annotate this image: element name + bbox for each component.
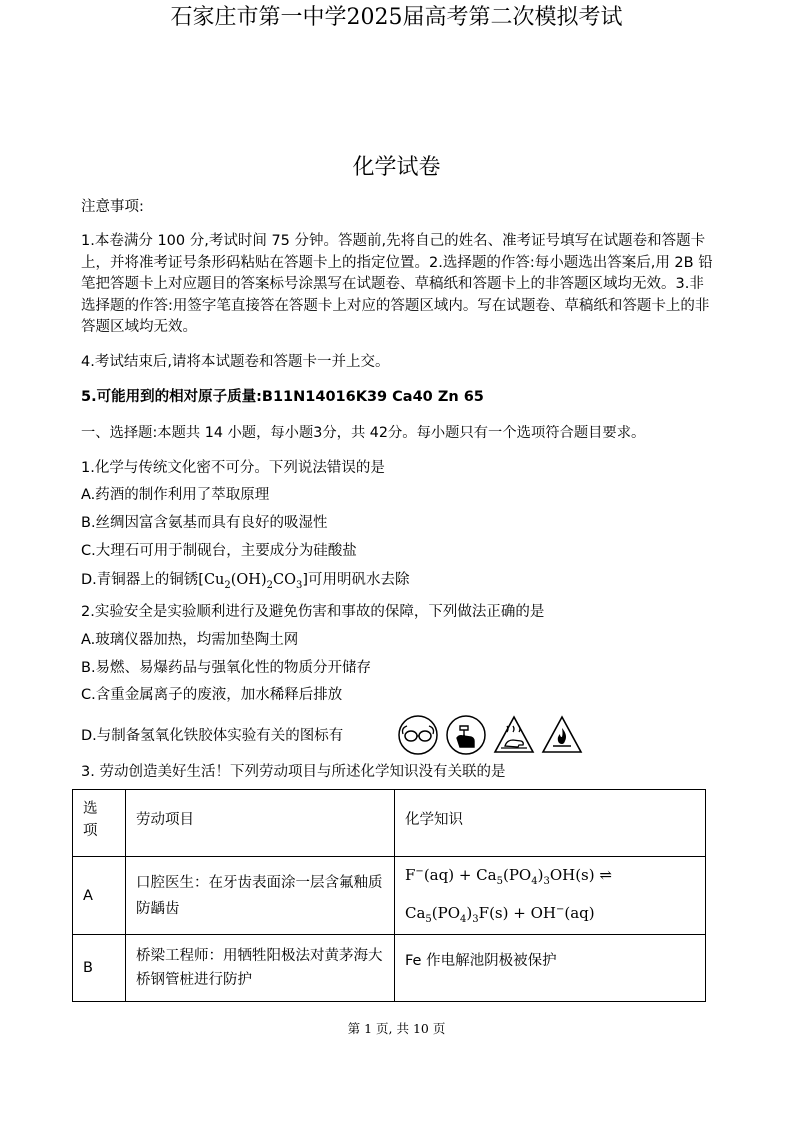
notes-item-4: 4.考试结束后,请将本试题卷和答题卡一并上交。	[81, 354, 390, 370]
exam-title-line2: 化学试卷	[352, 155, 441, 180]
q1-option-d	[81, 570, 410, 596]
table-row	[73, 935, 706, 1002]
copper-rust-formula: $Cu_2(OH)_2CO_3$	[203, 572, 303, 591]
row-a-project: 口腔医生：在牙齿表面涂一层含氟釉质防龋齿	[126, 857, 395, 935]
header-knowledge: 化学知识	[395, 790, 706, 857]
goggles-icon	[397, 714, 439, 756]
q1-option-d-suffix: ]可用明矾水去除	[302, 572, 410, 588]
q2-option-b: B.易燃、易爆药品与强氧化性的物质分开储存	[81, 660, 372, 676]
q1-stem: 1.化学与传统文化密不可分。下列说法错误的是	[81, 460, 385, 476]
row-a-knowledge	[395, 857, 706, 935]
row-a-option: A	[73, 857, 126, 935]
q3-table	[72, 789, 706, 1002]
notes-item-2: 2.选择题的作答:每小题选出答案后,用 2B 铅笔把答题卡上对应题目的答案标号涂黑写在试题卷、草稿纸和答题卡上的非答题区域均无效。	[81, 254, 713, 292]
header-project: 劳动项目	[126, 790, 395, 857]
q3-stem: 3. 劳动创造美好生活！下列劳动项目与所述化学知识没有关联的是	[81, 764, 506, 780]
hot-surface-icon	[493, 714, 535, 756]
q1-option-d-prefix: D.青铜器上的铜锈[	[81, 572, 204, 588]
q2-stem: 2.实验安全是实验顺利进行及避免伤害和事故的保障，下列做法正确的是	[81, 604, 545, 620]
section-heading: 一、选择题:本题共 14 小题，每小题3分，共 42分。每小题只有一个选项符合题目要求。	[81, 425, 646, 441]
row-b-project: 桥梁工程师：用牺牲阳极法对黄茅海大桥钢管桩进行防护	[126, 935, 395, 1002]
flame-icon	[541, 714, 583, 756]
notes-item-3: 3.非选择题的作答:用签字笔直接答在答题卡上对应的答题区域内。写在试题卷、草稿纸和答题卡上的非答题区域均无效。	[81, 276, 710, 335]
fluorapatite-equation: $F^-(aq) + Ca_5(PO_4)_3OH(s)$ ⇌ $Ca_5(PO_4)_3F(s) + OH^-(aq)$	[405, 865, 612, 925]
q1-option-c: C.大理石可用于制砚台，主要成分为硅酸盐	[81, 543, 357, 559]
q1-option-a: A.药酒的制作利用了萃取原理	[81, 487, 270, 503]
hand-wash-icon	[445, 714, 487, 756]
exam-title-line1: 石家庄市第一中学2025届高考第二次模拟考试	[170, 5, 623, 30]
q2-option-a: A.玻璃仪器加热，均需加垫陶土网	[81, 632, 299, 648]
page-number: 第 1 页, 共 10 页	[347, 1021, 446, 1036]
row-b-knowledge: Fe 作电解池阴极被保护	[395, 935, 706, 1002]
safety-icons	[397, 714, 583, 756]
header-option: 选项	[73, 790, 126, 857]
q1-option-b: B.丝绸因富含氨基而具有良好的吸湿性	[81, 515, 328, 531]
table-header-row	[73, 790, 706, 857]
q2-option-c: C.含重金属离子的废液，加水稀释后排放	[81, 687, 343, 703]
q2-option-d: D.与制备氢氧化铁胶体实验有关的图标有	[81, 728, 344, 744]
notes-item-1: 1.本卷满分 100 分,考试时间 75 分钟。答题前,先将自己的姓名、准考证号填写在试题卷和答题卡上，并将准考证号条形码粘贴在答题卡上的指定位置。	[81, 233, 706, 271]
notes-item-5: 5.可能用到的相对原子质量:B11N14016K39 Ca40 Zn 65	[81, 389, 484, 405]
notes-heading: 注意事项:	[81, 199, 144, 215]
notes-item-1-2-3	[81, 231, 713, 339]
row-b-option: B	[73, 935, 126, 1002]
table-row	[73, 857, 706, 935]
